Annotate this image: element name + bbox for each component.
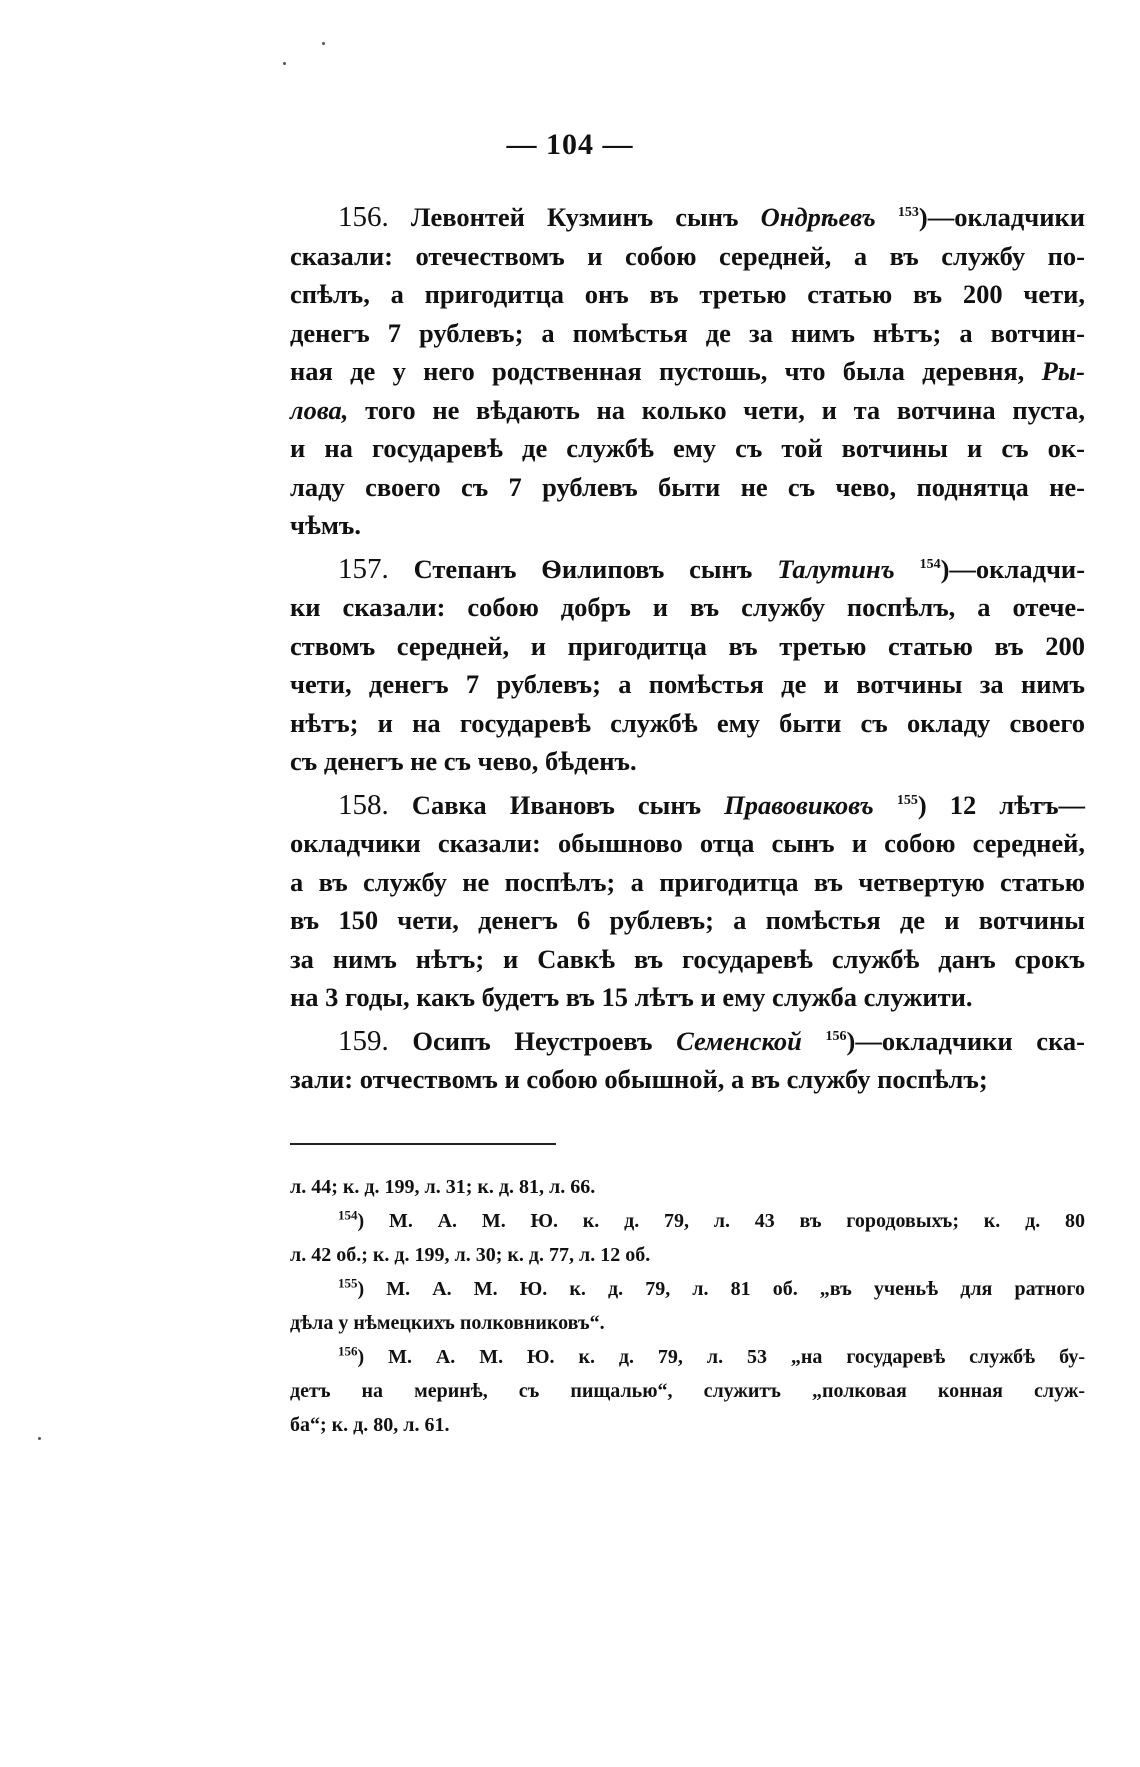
entry-paragraph: [290, 786, 1085, 1017]
entry-text: того не вѣдають на колько чети, и та вотчина пуста,: [365, 394, 1086, 425]
text-line: [290, 506, 1085, 545]
entry-name: Степанъ Ѳилиповъ сынъ: [413, 553, 753, 584]
entry-text: )—окладчики ска-: [846, 1025, 1086, 1056]
entry-number: 158.: [338, 788, 389, 821]
entry-text: )—окладчи-: [940, 553, 1086, 584]
entry-name: Левонтей Кузминъ сынъ: [410, 202, 739, 232]
footnote-marker: 155: [338, 1275, 358, 1291]
footnote-text: ) М. А. М. Ю. к. д. 79, л. 43 въ городовыхъ; к. д. 80: [357, 1210, 1085, 1232]
text-line: [290, 198, 1085, 237]
entry-name: Осипъ Неустроевъ: [412, 1025, 653, 1056]
entry-text: сказали: отечествомъ и собою середней, а въ службу по-: [290, 240, 1085, 271]
entry-text: денегъ 7 рублевъ; а помѣстья де за нимъ нѣтъ; а вотчин-: [290, 317, 1085, 348]
footnote: [290, 1272, 1085, 1340]
footnote-ref: 154: [919, 556, 941, 572]
footnote-line: [290, 1170, 1085, 1204]
footnote-text: ) М. А. М. Ю. к. д. 79, л. 81 об. „въ ученьѣ для ратного: [357, 1278, 1085, 1300]
entry-name: Савка Ивановъ сынъ: [411, 789, 702, 820]
footnote: [290, 1340, 1085, 1442]
entry-text: окладчики сказали: обышново отца сынъ и собою середней,: [290, 828, 1085, 858]
footnote-text: ) М. А. М. Ю. к. д. 79, л. 53 „на государевѣ службѣ бу-: [357, 1346, 1085, 1368]
footnote-line: [290, 1272, 1085, 1306]
footnote-line: [290, 1374, 1085, 1408]
text-line: [290, 665, 1085, 704]
text-line: [290, 588, 1085, 627]
entry-text: на 3 годы, какъ будетъ въ 15 лѣтъ и ему служба служити.: [290, 982, 973, 1012]
entry-text: а въ службу не поспѣлъ; а пригодитца въ четвертую статью: [290, 866, 1085, 897]
footnote-text: дѣла у нѣмецкихъ полковниковъ“.: [290, 1312, 605, 1334]
entry-number: 156.: [338, 201, 389, 233]
entry-surname: Талутинъ: [777, 553, 895, 584]
entry-number: 159.: [338, 1024, 389, 1057]
entry-surname: Правовиковъ: [724, 789, 874, 820]
footnote-marker: 156: [338, 1343, 358, 1359]
footnote-line: [290, 1408, 1085, 1442]
main-text: [290, 198, 1085, 1104]
entry-text: спѣлъ, а пригодитца онъ въ третью статью въ 200 чети,: [290, 279, 1085, 309]
entry-surname: Семенской: [676, 1025, 802, 1056]
text-line: [290, 429, 1085, 468]
entry-text: ная де у него родственная пустошь, что была деревня,: [290, 356, 1025, 386]
entry-text: чети, денегъ 7 рублевъ; а помѣстья де и вотчины за нимъ: [290, 669, 1085, 699]
footnote-ref: 155: [896, 792, 918, 808]
footnote-ref: 156: [825, 1028, 847, 1044]
text-line: [290, 863, 1085, 902]
entry-text: чѣмъ.: [290, 510, 361, 540]
text-line: [290, 786, 1085, 825]
text-line: [290, 824, 1085, 863]
text-line: [290, 275, 1085, 314]
entry-paragraph: [290, 550, 1085, 781]
text-line: [290, 978, 1085, 1017]
entry-text: и на государевѣ де службѣ ему съ той вотчины и съ ок-: [290, 433, 1085, 463]
entry-text: нѣтъ; и на государевѣ службѣ ему быти съ окладу своего: [290, 707, 1085, 738]
footnote: [290, 1170, 1085, 1204]
entry-text: ) 12 лѣтъ—: [917, 789, 1086, 820]
text-line: [290, 940, 1085, 979]
text-line: [290, 627, 1085, 666]
footnote-line: [290, 1238, 1085, 1272]
entry-text: въ 150 чети, денегъ 6 рублевъ; а помѣстья де и вотчины: [290, 905, 1085, 935]
text-line: [290, 1060, 1085, 1099]
footnote-line: [290, 1306, 1085, 1340]
footnote-text: л. 44; к. д. 199, л. 31; к. д. 81, л. 66.: [290, 1176, 596, 1198]
scan-speck: [322, 42, 325, 45]
footnotes: [290, 1170, 1085, 1442]
text-line: [290, 1022, 1085, 1061]
text-line: [290, 704, 1085, 743]
text-line: [290, 742, 1085, 781]
entry-text: за нимъ нѣтъ; и Савкѣ въ государевѣ службѣ данъ срокъ: [290, 943, 1085, 974]
footnote-text: ба“; к. д. 80, л. 61.: [290, 1414, 450, 1436]
entry-text: ствомъ середней, и пригодитца въ третью статью въ 200: [290, 630, 1085, 661]
italic-word: лова,: [290, 394, 349, 425]
footnote-ref: 153: [897, 205, 919, 221]
entry-text: )—окладчики: [918, 202, 1086, 232]
text-line: [290, 468, 1085, 507]
entry-paragraph: [290, 198, 1085, 545]
text-line: [290, 352, 1085, 391]
footnote-divider: [290, 1143, 556, 1145]
text-line: [290, 901, 1085, 940]
text-line: [290, 550, 1085, 589]
entry-surname: Ондрѣевъ: [760, 202, 876, 232]
entry-paragraph: [290, 1022, 1085, 1099]
text-line: [290, 314, 1085, 353]
entry-text: ки сказали: собою добръ и въ службу поспѣлъ, а отече-: [290, 592, 1085, 622]
footnote: [290, 1204, 1085, 1272]
footnote-text: л. 42 об.; к. д. 199, л. 30; к. д. 77, л. 12 об.: [290, 1244, 651, 1266]
footnote-text: детъ на меринѣ, съ пищалью“, служитъ „полковая конная служ-: [290, 1380, 1085, 1402]
entry-text: зали: отчествомъ и собою обышной, а въ службу поспѣлъ;: [290, 1064, 988, 1094]
entry-text: съ денегъ не съ чево, бѣденъ.: [290, 746, 637, 776]
scan-speck: [283, 62, 286, 65]
entry-number: 157.: [338, 552, 389, 585]
entry-text: ладу своего съ 7 рублевъ быти не съ чево, поднятца не-: [290, 471, 1085, 502]
footnote-line: [290, 1204, 1085, 1238]
footnote-marker: 154: [338, 1207, 358, 1223]
page-number: — 104 —: [506, 128, 634, 161]
scan-speck: [38, 1437, 41, 1440]
italic-word: Ры-: [1041, 356, 1085, 386]
text-line: [290, 391, 1085, 430]
footnote-line: [290, 1340, 1085, 1374]
text-line: [290, 237, 1085, 276]
